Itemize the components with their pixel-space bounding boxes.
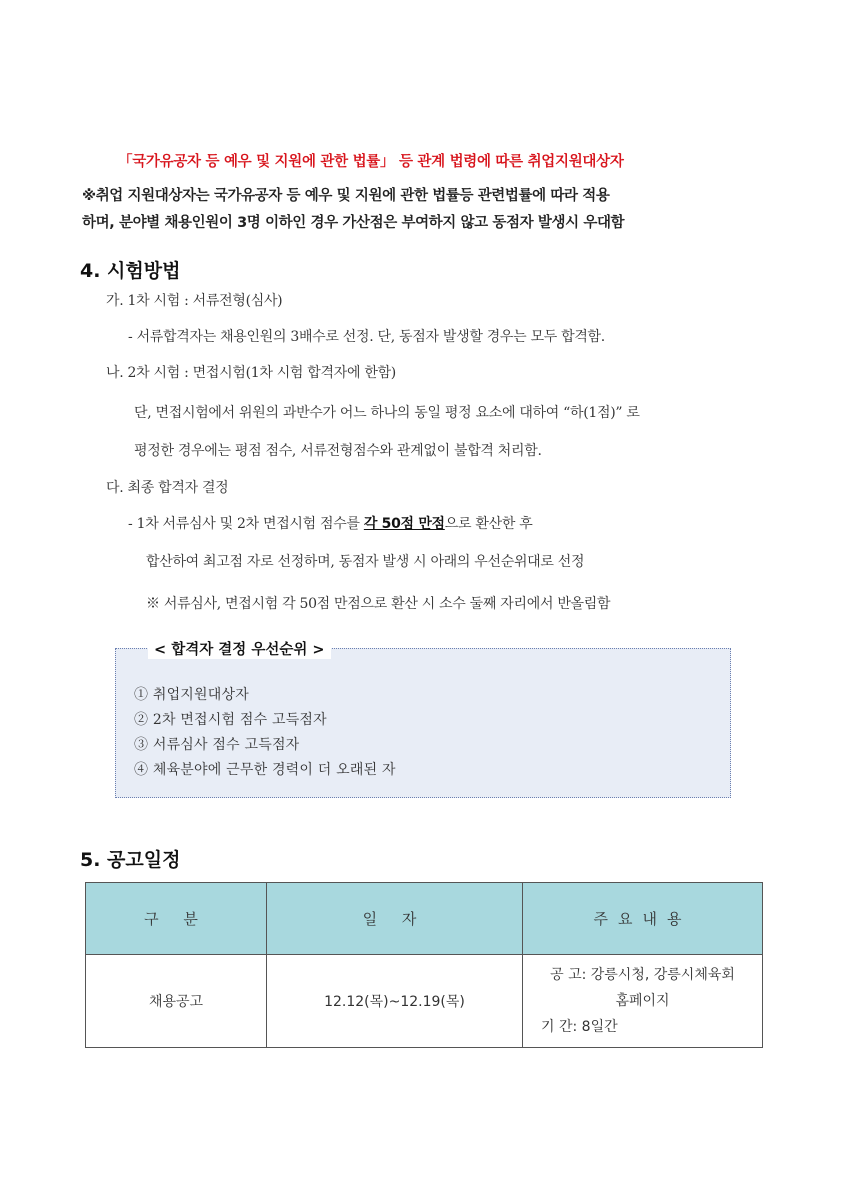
section4-na-detail1: 단, 면접시험에서 위원의 과반수가 어느 하나의 동일 평정 요소에 대하여 “하(1점)” 로 [134, 405, 640, 421]
section4-da-detail2: 합산하여 최고점 자로 선정하며, 동점자 발생 시 아래의 우선순위대로 선정 [146, 554, 585, 570]
notice-red-title: 「국가유공자 등 예우 및 지원에 관한 법률」 등 관계 법령에 따른 취업지원대상자 [118, 154, 624, 170]
content-line-1: 공 고: 강릉시청, 강릉시체육회 [550, 967, 735, 983]
da-detail1-post: 으로 환산한 후 [444, 516, 533, 532]
table-row [86, 955, 763, 1048]
table-cell-date: 12.12(목)~12.19(목) [267, 955, 523, 1048]
table-cell-content [523, 955, 763, 1048]
priority-item-4: ④ 체육분야에 근무한 경력이 더 오래된 자 [134, 762, 396, 778]
table-header-category: 구 분 [86, 883, 267, 955]
priority-title: < 합격자 결정 우선순위 > [148, 638, 331, 659]
section4-ga-detail: - 서류합격자는 채용인원의 3배수로 선정. 단, 동점자 발생할 경우는 모두 합격함. [128, 329, 605, 345]
priority-item-2: ② 2차 면접시험 점수 고득점자 [134, 712, 327, 728]
da-detail1-emphasis: 각 50점 만점 [363, 516, 445, 532]
section4-heading: 4. 시험방법 [80, 260, 181, 282]
section4-da: 다. 최종 합격자 결정 [106, 480, 229, 496]
notice-note-line1: ※취업 지원대상자는 국가유공자 등 예우 및 지원에 관한 법률등 관련법률에 따라 적용 [82, 188, 610, 204]
notice-note-line2: 하며, 분야별 채용인원이 3명 이하인 경우 가산점은 부여하지 않고 동점자 발생시 우대함 [82, 215, 625, 231]
da-detail1-pre: - 1차 서류심사 및 2차 면접시험 점수를 [128, 516, 364, 532]
content-line-3: 기 간: 8일간 [541, 1019, 618, 1035]
table-header-content: 주요내용 [523, 883, 763, 955]
section4-na-detail2: 평정한 경우에는 평점 점수, 서류전형점수와 관계없이 불합격 처리함. [134, 443, 542, 459]
section5-heading: 5. 공고일정 [80, 849, 181, 871]
content-line-2: 홈페이지 [615, 993, 670, 1009]
section4-na: 나. 2차 시험 : 면접시험(1차 시험 합격자에 한함) [106, 365, 396, 381]
section4-ga: 가. 1차 시험 : 서류전형(심사) [106, 293, 283, 309]
section4-da-detail1 [128, 513, 532, 533]
section4-da-note: ※ 서류심사, 면접시험 각 50점 만점으로 환산 시 소수 둘째 자리에서 반올림함 [146, 596, 611, 612]
table-cell-category: 채용공고 [86, 955, 267, 1048]
priority-item-1: ① 취업지원대상자 [134, 687, 249, 703]
table-header-date: 일 자 [267, 883, 523, 955]
priority-item-3: ③ 서류심사 점수 고득점자 [134, 737, 300, 753]
table-header-row [86, 883, 763, 955]
schedule-table [85, 882, 763, 1048]
